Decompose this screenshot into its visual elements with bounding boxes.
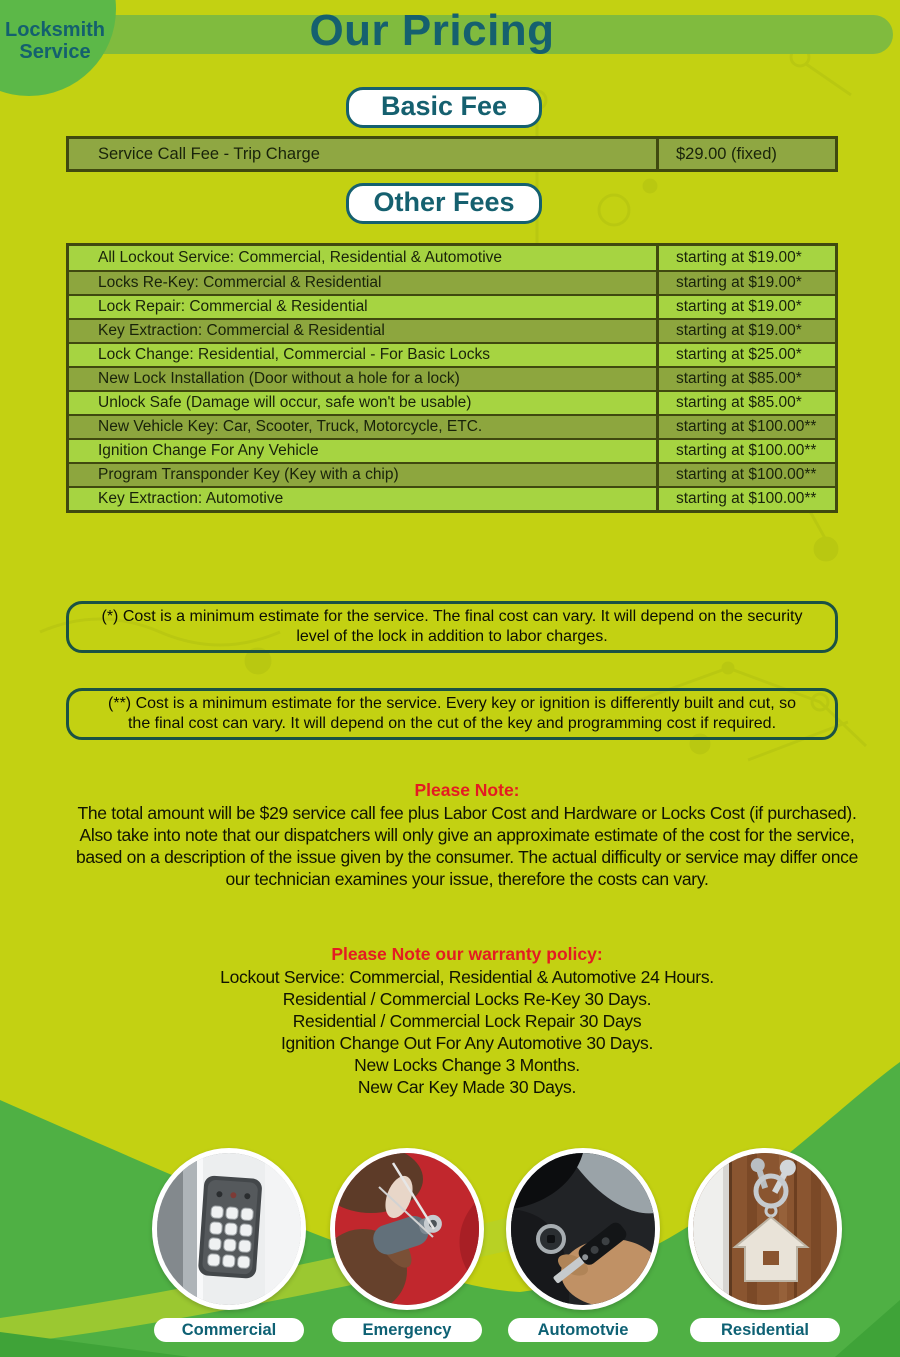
- house-keys-door-image: [688, 1148, 842, 1310]
- service-card-label[interactable]: Emergency: [332, 1318, 482, 1342]
- fee-row: [69, 486, 835, 510]
- fee-price-value: starting at $100.00**: [656, 440, 835, 462]
- fee-service-label: Program Transponder Key (Key with a chip): [98, 466, 399, 483]
- fee-row: [69, 366, 835, 390]
- asterisk-note-box: (*) Cost is a minimum estimate for the service. The final cost can vary. It will depend on the security level of the lock in addition to labor charges.: [66, 601, 838, 653]
- warranty-policy-line: Residential / Commercial Locks Re-Key 30 Days.: [282, 989, 652, 1009]
- services-row: [0, 1148, 900, 1348]
- fee-service-label: Service Call Fee - Trip Charge: [98, 144, 320, 163]
- basic-fee-table: [66, 136, 838, 172]
- warranty-policy-line: New Locks Change 3 Months.: [354, 1055, 580, 1075]
- car-key-ignition-image: [506, 1148, 660, 1310]
- fee-row: [69, 246, 835, 270]
- fee-row: [69, 139, 835, 169]
- fee-price-value: starting at $100.00**: [656, 464, 835, 486]
- keypad-lock-art: [157, 1153, 301, 1305]
- logo-text: [2, 19, 108, 63]
- fee-row: [69, 318, 835, 342]
- fee-row: [69, 270, 835, 294]
- fee-price-value: starting at $85.00*: [656, 368, 835, 390]
- fee-row: [69, 342, 835, 366]
- fee-row: [69, 414, 835, 438]
- fee-service-label: Ignition Change For Any Vehicle: [98, 442, 319, 459]
- service-card-emergency[interactable]: [330, 1148, 484, 1344]
- logo-line-1: Locksmith: [4, 19, 106, 41]
- fee-service-label: New Vehicle Key: Car, Scooter, Truck, Motorcycle, ETC.: [98, 418, 483, 435]
- warranty-policy-list: [0, 966, 900, 1098]
- fee-price-value: starting at $19.00*: [656, 246, 835, 270]
- fee-service-label: Key Extraction: Automotive: [98, 490, 284, 507]
- fee-service-label: Locks Re-Key: Commercial & Residential: [98, 274, 382, 291]
- fee-row: [69, 294, 835, 318]
- logo-circle: [0, 0, 116, 96]
- page-title: Our Pricing: [309, 6, 555, 55]
- fee-price-value: starting at $19.00*: [656, 320, 835, 342]
- fee-row: [69, 390, 835, 414]
- warranty-policy-line: New Car Key Made 30 Days.: [357, 1077, 577, 1097]
- fee-price-value: starting at $25.00*: [656, 344, 835, 366]
- service-card-commercial[interactable]: [152, 1148, 306, 1344]
- double-asterisk-note-box: (**) Cost is a minimum estimate for the service. Every key or ignition is differently built and cut, so the final cost can vary. It will depend on the cut of the key and programming cost if required.: [66, 688, 838, 740]
- basic-fee-heading-pill: Basic Fee: [346, 87, 542, 128]
- fee-service-label: All Lockout Service: Commercial, Residential & Automotive: [98, 249, 503, 266]
- warranty-policy-line: Lockout Service: Commercial, Residential & Automotive 24 Hours.: [220, 967, 714, 987]
- house-keychain-art: [693, 1153, 837, 1305]
- fee-service-label: Unlock Safe (Damage will occur, safe won't be usable): [98, 394, 472, 411]
- service-card-automotive[interactable]: [506, 1148, 660, 1344]
- service-card-label[interactable]: Residential: [690, 1318, 840, 1342]
- fee-service-label: Key Extraction: Commercial & Residential: [98, 322, 385, 339]
- fee-price-value: starting at $100.00**: [656, 488, 835, 510]
- keypad-door-lock-image: [152, 1148, 306, 1310]
- warranty-policy-heading: Please Note our warranty policy:: [331, 944, 603, 964]
- car-lockout-picking-image: [330, 1148, 484, 1310]
- fee-row: [69, 462, 835, 486]
- other-fees-table: [66, 243, 838, 513]
- warranty-policy-line: Ignition Change Out For Any Automotive 30 Days.: [280, 1033, 654, 1053]
- service-card-residential[interactable]: [688, 1148, 842, 1344]
- service-card-label[interactable]: Automotvie: [508, 1318, 658, 1342]
- please-note-body: The total amount will be $29 service call fee plus Labor Cost and Hardware or Locks Cost (if purchased). Also take into note that our dispatchers will only give an approximate estimate of the cost for the service, based on a description of the issue given by the consumer. The actual difficulty or service may differ once our technician examines your issue, therefore the costs can vary.: [75, 803, 859, 889]
- please-note-heading: Please Note:: [414, 780, 520, 800]
- fee-price-value: starting at $19.00*: [656, 272, 835, 294]
- warranty-policy-line: Residential / Commercial Lock Repair 30 Days: [292, 1011, 642, 1031]
- service-card-label[interactable]: Commercial: [154, 1318, 304, 1342]
- car-key-art: [511, 1153, 655, 1305]
- fee-price-value: $29.00 (fixed): [656, 139, 835, 169]
- fee-service-label: Lock Repair: Commercial & Residential: [98, 298, 368, 315]
- logo-line-2: Service: [19, 41, 91, 63]
- fee-service-label: New Lock Installation (Door without a hole for a lock): [98, 370, 460, 387]
- fee-price-value: starting at $85.00*: [656, 392, 835, 414]
- fee-row: [69, 438, 835, 462]
- car-lockout-art: [335, 1153, 479, 1305]
- other-fees-heading-pill: Other Fees: [346, 183, 542, 224]
- fee-price-value: starting at $19.00*: [656, 296, 835, 318]
- fee-price-value: starting at $100.00**: [656, 416, 835, 438]
- fee-service-label: Lock Change: Residential, Commercial - For Basic Locks: [98, 346, 490, 363]
